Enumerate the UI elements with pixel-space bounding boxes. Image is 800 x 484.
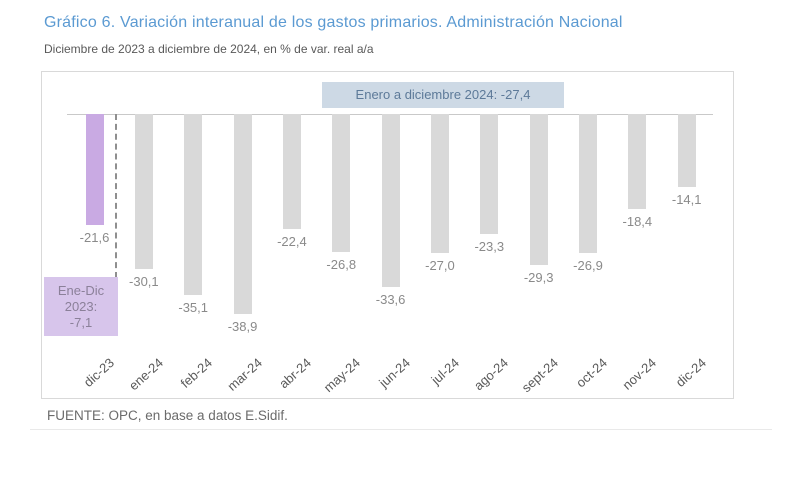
bar-value-label-jun-24: -33,6 <box>375 292 406 307</box>
bar-value-label-mar-24: -38,9 <box>227 319 258 334</box>
bar-jun-24 <box>382 114 400 287</box>
annotation-2023-box <box>44 277 118 336</box>
bar-chart <box>41 71 734 399</box>
annotation-2024-box: Enero a diciembre 2024: -27,4 <box>322 82 564 108</box>
bar-may-24 <box>332 114 350 252</box>
period-divider-dashed-line <box>115 114 117 278</box>
bar-abr-24 <box>283 114 301 229</box>
x-axis-label-abr-24: abr-24 <box>275 355 314 392</box>
bar-value-label-nov-24: -18,4 <box>622 214 653 229</box>
chart-title: Gráfico 6. Variación interanual de los gastos primarios. Administración Nacional <box>44 14 623 31</box>
bar-value-label-dic-23: -21,6 <box>79 230 110 245</box>
x-axis-label-feb-24: feb-24 <box>177 355 216 391</box>
bar-ago-24 <box>480 114 498 234</box>
bar-value-label-feb-24: -35,1 <box>178 300 208 315</box>
bar-value-label-ago-24: -23,3 <box>474 239 505 254</box>
bar-ene-24 <box>135 114 153 269</box>
bar-value-label-may-24: -26,8 <box>326 257 357 272</box>
bottom-divider <box>30 429 772 430</box>
x-axis-label-nov-24: nov-24 <box>619 355 660 393</box>
bar-oct-24 <box>579 114 597 253</box>
x-axis-label-sept-24: sept-24 <box>518 355 561 396</box>
bar-value-label-abr-24: -22,4 <box>277 234 307 249</box>
bar-value-label-jul-24: -27,0 <box>425 258 455 273</box>
source-note: FUENTE: OPC, en base a datos E.Sidif. <box>47 408 288 423</box>
bar-value-label-sept-24: -29,3 <box>523 270 554 285</box>
annotation-2023-line3: -7,1 <box>69 314 93 330</box>
bar-jul-24 <box>431 114 449 253</box>
x-axis-label-ene-24: ene-24 <box>125 355 166 394</box>
bar-value-label-oct-24: -26,9 <box>573 258 603 273</box>
x-axis-label-jun-24: jun-24 <box>375 355 413 391</box>
annotation-2023-line1: Ene-Dic <box>57 282 105 298</box>
bar-value-label-dic-24: -14,1 <box>671 192 702 207</box>
x-axis-label-jul-24: jul-24 <box>428 355 462 388</box>
annotation-2023-line2: 2023: <box>64 298 98 314</box>
bar-value-label-ene-24: -30,1 <box>129 274 159 289</box>
x-axis-label-oct-24: oct-24 <box>573 355 611 391</box>
x-axis-label-ago-24: ago-24 <box>471 355 512 394</box>
bar-sept-24 <box>530 114 548 265</box>
bar-nov-24 <box>628 114 646 209</box>
bar-dic-23 <box>86 114 104 225</box>
bar-dic-24 <box>678 114 696 187</box>
x-axis-label-may-24: may-24 <box>321 355 364 396</box>
bar-mar-24 <box>234 114 252 314</box>
x-axis-label-mar-24: mar-24 <box>223 355 265 394</box>
x-axis-label-dic-23: dic-23 <box>80 355 117 390</box>
x-axis-label-dic-24: dic-24 <box>672 355 709 390</box>
bar-feb-24 <box>184 114 202 295</box>
chart-subtitle: Diciembre de 2023 a diciembre de 2024, en % de var. real a/a <box>44 42 374 56</box>
